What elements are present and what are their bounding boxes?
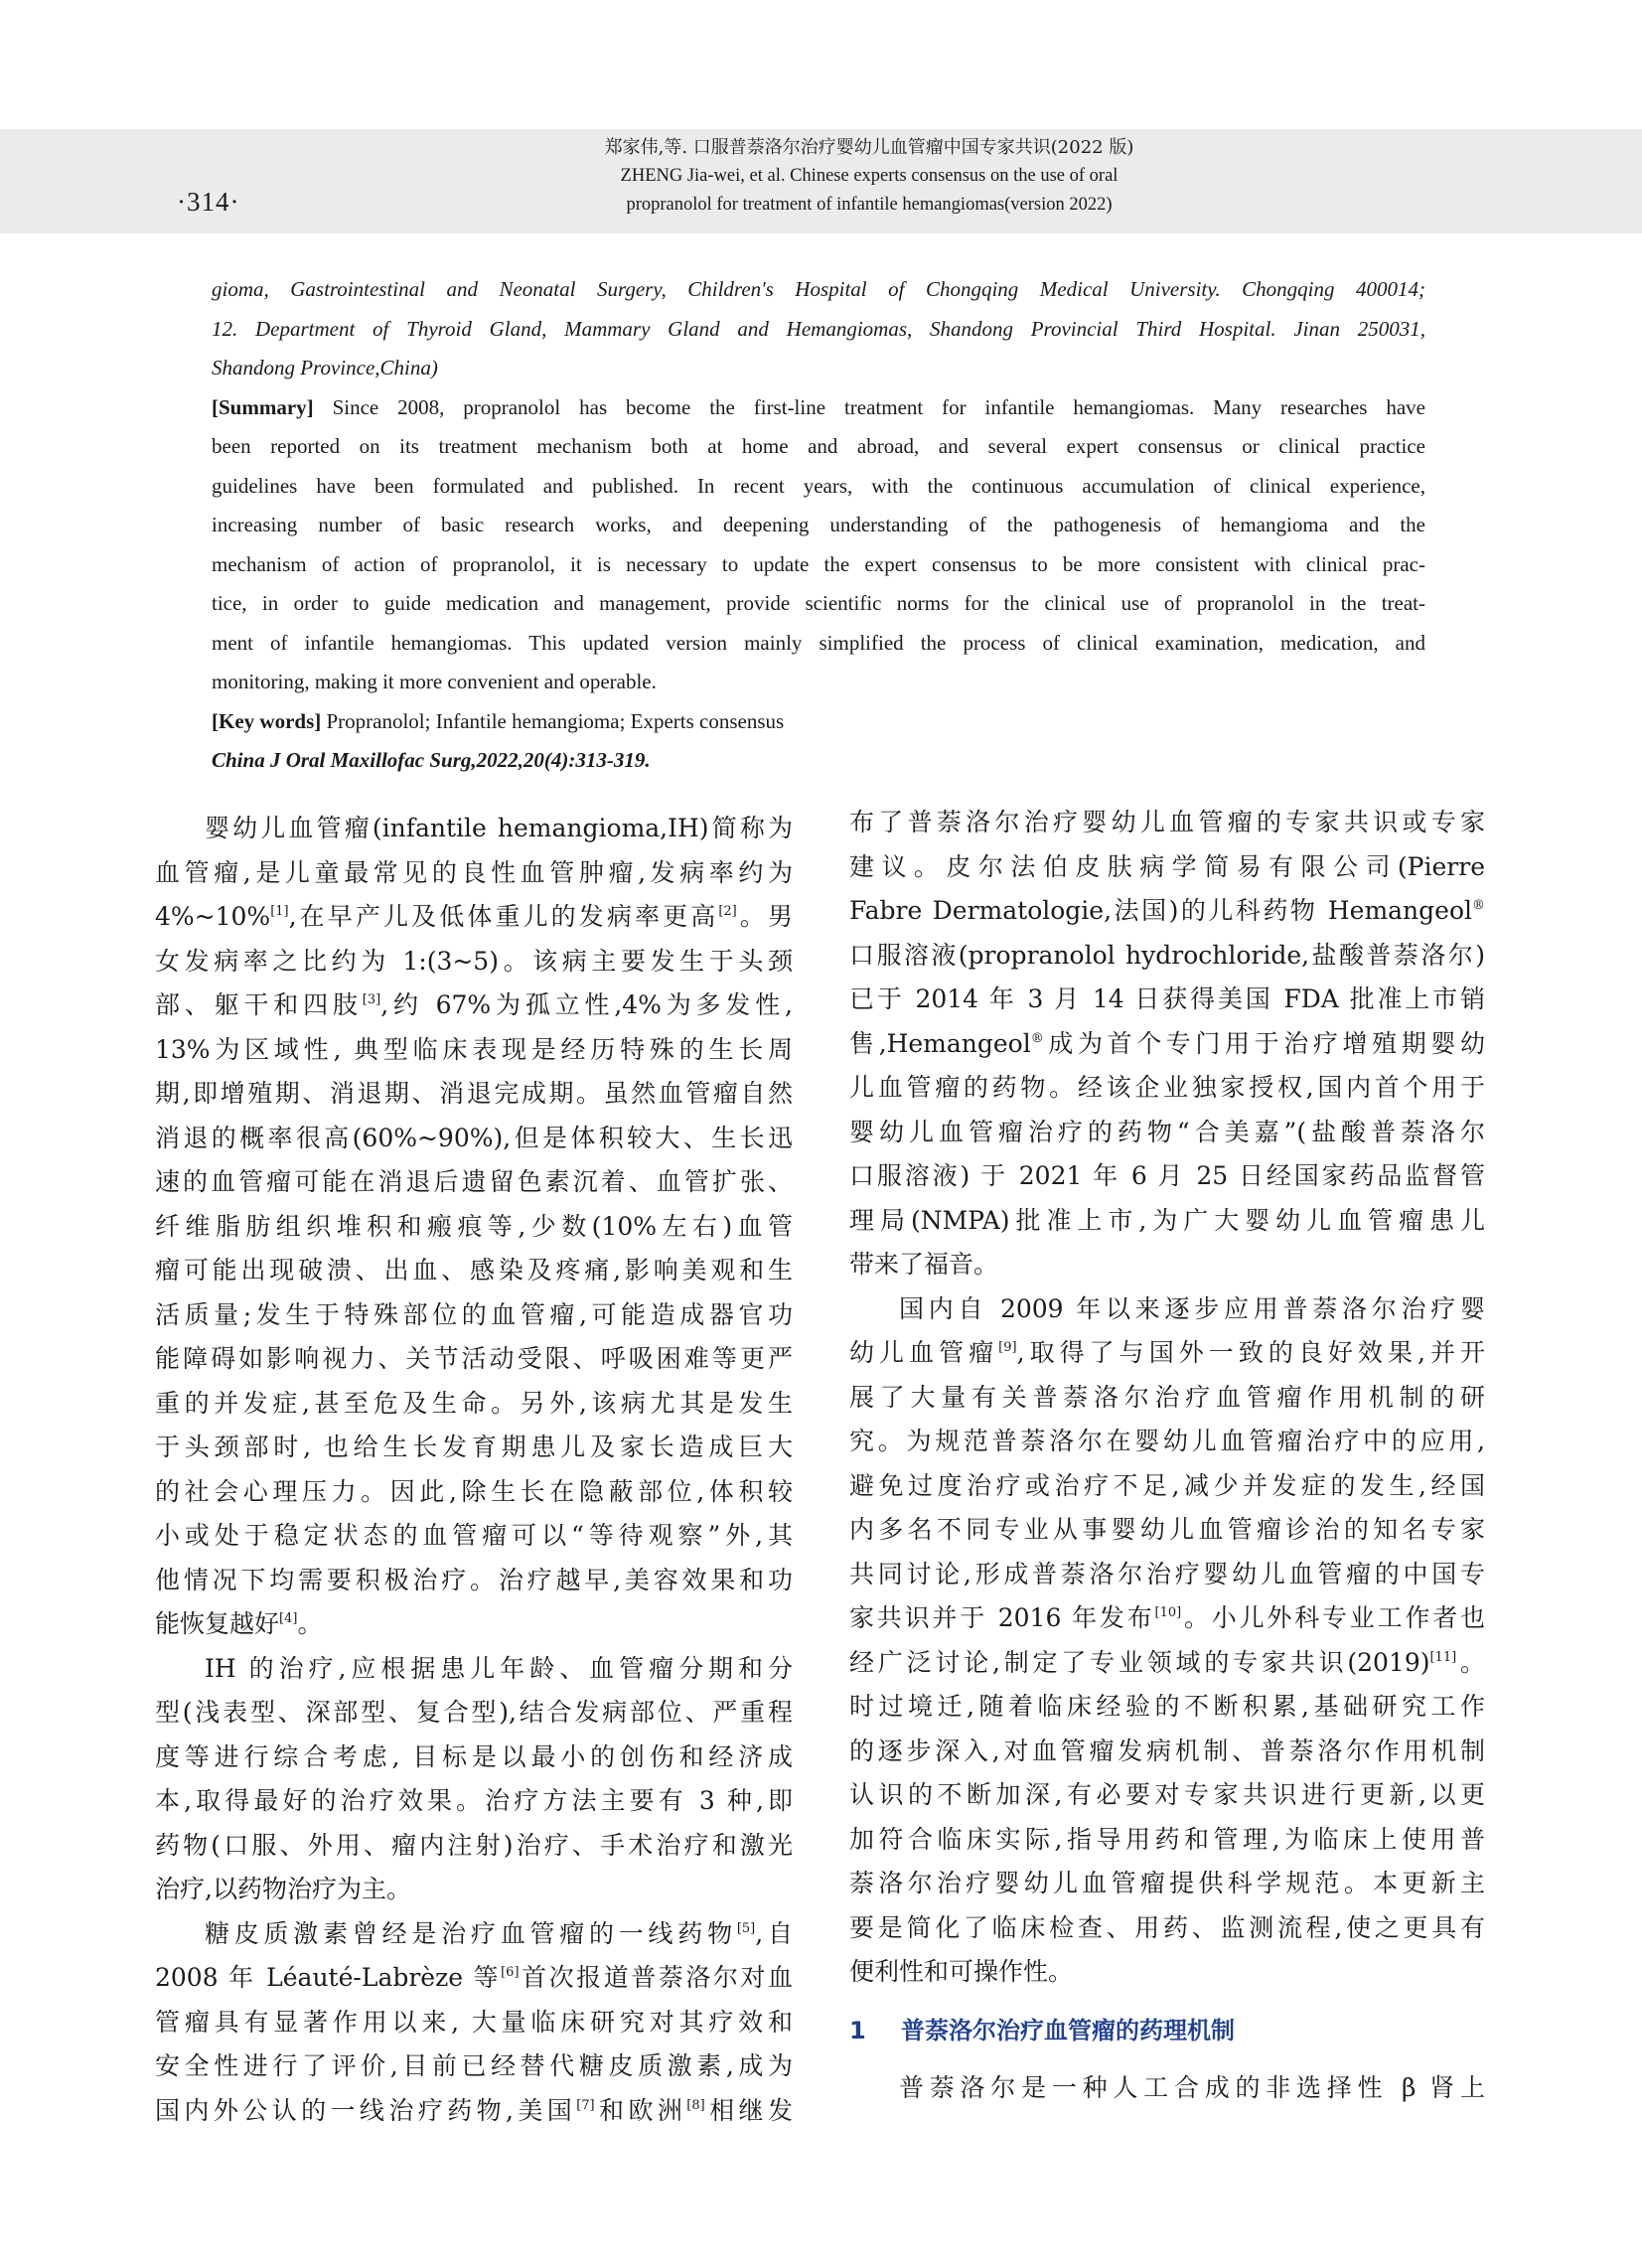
text-line [155, 1956, 793, 2001]
text-line: 布了普萘洛尔治疗婴幼儿血管瘤的专家共识或专家 [849, 808, 1485, 836]
reference-marker: [1] [270, 904, 289, 919]
running-head-english-line-1: ZHENG Jia-wei, et al. Chinese experts consensus on the use of oral [620, 166, 1119, 186]
reference-marker: [4] [279, 1611, 298, 1626]
text-line [849, 1596, 1485, 1641]
text-span: 国内外公认的一线治疗药物,美国 [155, 2095, 577, 2125]
text-line: 展了大量有关普萘洛尔治疗血管瘤作用机制的研 [849, 1382, 1485, 1412]
affiliation-line: 12. Department of Thyroid Gland, Mammary Gland and Hemangiomas, Shandong Provincial Third Hospital. Jinan 250031, [212, 316, 1425, 341]
text-line [155, 2089, 793, 2134]
reference-marker: [6] [501, 1965, 520, 1980]
keywords-label: [Key words] [212, 708, 322, 733]
affiliation-line: gioma, Gastrointestinal and Neonatal Surgery, Children's Hospital of Chongqing Medical University. Chongqing 400014; [212, 277, 1425, 301]
text-line: 已于 2014 年 3 月 14 日获得美国 FDA 批准上市销 [849, 984, 1485, 1013]
text-span: 成为首个专门用于治疗增殖期婴幼 [1043, 1028, 1485, 1058]
text-line: 能障碍如影响视力、关节活动受限、呼吸困难等更严 [155, 1344, 793, 1373]
summary-text: Since 2008, propranolol has become the first-line treatment for infantile hemangiomas. Many researches have [332, 394, 1426, 419]
keywords-line [212, 702, 1425, 742]
text-line: 普萘洛尔是一种人工合成的非选择性 β 肾上 [899, 2073, 1485, 2102]
text-span: 能恢复越好 [155, 1609, 280, 1638]
text-line: 口服溶液(propranolol hydrochloride,盐酸普萘洛尔) [849, 940, 1485, 970]
text-line: 安全性进行了评价,目前已经替代糖皮质激素,成为 [155, 2051, 793, 2080]
reference-marker: [3] [362, 992, 381, 1007]
text-span: Fabre Dermatologie,法国)的儿科药物 Hemangeol [849, 896, 1472, 925]
text-line: 血管瘤,是儿童最常见的良性血管肿瘤,发病率约为 [155, 857, 793, 887]
text-line: 要是简化了临床检查、用药、监测流程,使之更具有 [849, 1912, 1485, 1942]
text-span: 和欧洲 [594, 2095, 687, 2125]
text-line: 的社会心理压力。因此,除生长在隐蔽部位,体积较 [155, 1476, 793, 1506]
text-line: 便利性和可操作性。 [849, 1957, 1074, 1986]
text-line: 建议。皮尔法伯皮肤病学简易有限公司(Pierre [849, 851, 1485, 881]
text-span: 。男 [736, 902, 793, 931]
text-line: 认识的不断加深,有必要对专家共识进行更新,以更 [849, 1780, 1485, 1809]
summary-line: increasing number of basic research works, and deepening understanding of the pathogenesis of hemangioma and the [212, 513, 1425, 536]
summary-line: tice, in order to guide medication and management, provide scientific norms for the clinical use of propranolol in the treat- [212, 591, 1425, 615]
text-line: 的逐步深入,对血管瘤发病机制、普萘洛尔作用机制 [849, 1736, 1485, 1765]
text-line [849, 1641, 1485, 1686]
text-line: IH 的治疗,应根据患儿年龄、血管瘤分期和分 [205, 1653, 793, 1683]
text-span: 糖皮质激素曾经是治疗血管瘤的一线药物 [205, 1918, 737, 1948]
text-span: ,在早产儿及低体重儿的发病率更高 [288, 902, 719, 931]
text-line: 消退的概率很高(60%~90%),但是体积较大、生长迅 [155, 1123, 793, 1152]
text-line: 女发病率之比约为 1:(3~5)。该病主要发生于头颈 [155, 946, 793, 976]
text-line: 加符合临床实际,指导用药和管理,为临床上使用普 [849, 1824, 1485, 1854]
text-span: 家共识并于 2016 年发布 [849, 1603, 1155, 1632]
running-head-english-line-2: propranolol for treatment of infantile hemangiomas(version 2022) [626, 195, 1113, 215]
text-span: 4%~10% [155, 902, 271, 931]
text-line: 理局(NMPA)批准上市,为广大婴幼儿血管瘤患儿 [849, 1205, 1485, 1235]
summary-label: [Summary] [212, 394, 314, 419]
text-line [155, 895, 793, 940]
running-head-chinese: 郑家伟,等. 口服普萘洛尔治疗婴幼儿血管瘤中国专家共识(2022 版) [604, 137, 1134, 158]
text-line [155, 1602, 793, 1647]
text-line: 期,即增殖期、消退期、消退完成期。虽然血管瘤自然 [155, 1079, 793, 1108]
text-line: 重的并发症,甚至危及生命。另外,该病尤其是发生 [155, 1388, 793, 1418]
reference-marker: [11] [1429, 1649, 1457, 1665]
registered-mark: ® [1030, 1030, 1044, 1046]
reference-marker: [10] [1154, 1605, 1182, 1620]
text-line: 型(浅表型、深部型、复合型),结合发病部位、严重程 [155, 1698, 793, 1727]
text-line: 共同讨论,形成普萘洛尔治疗婴幼儿血管瘤的中国专 [849, 1559, 1485, 1588]
affiliation-line: Shandong Province,China) [212, 356, 438, 379]
text-line: 国内自 2009 年以来逐步应用普萘洛尔治疗婴 [899, 1293, 1485, 1323]
reference-marker: [2] [718, 904, 737, 919]
text-span: 。 [1456, 1647, 1485, 1677]
summary-line: ment of infantile hemangiomas. This updated version mainly simplified the process of clinical examination, medication, and [212, 630, 1425, 655]
text-span: 。小儿外科专业工作者也 [1181, 1603, 1485, 1632]
text-span: 首次报道普萘洛尔对血 [519, 1963, 793, 1992]
text-span: 相继发 [704, 2095, 793, 2125]
summary-line: guidelines have been formulated and published. In recent years, with the continuous accumulation of clinical experience, [212, 473, 1425, 498]
text-line: 口服溶液) 于 2021 年 6 月 25 日经国家药品监督管 [849, 1161, 1485, 1190]
text-span: 。 [297, 1609, 323, 1638]
section-title: 普萘洛尔治疗血管瘤的药理机制 [901, 2016, 1235, 2044]
summary-line: been reported on its treatment mechanism both at home and abroad, and several expert consensus or clinical practice [212, 434, 1425, 458]
text-line: 究。为规范普萘洛尔在婴幼儿血管瘤治疗中的应用, [849, 1427, 1485, 1455]
text-line [155, 983, 793, 1028]
text-span: ,取得了与国外一致的良好效果,并开 [1016, 1338, 1485, 1367]
text-line: 速的血管瘤可能在消退后遗留色素沉着、血管扩张、 [155, 1167, 793, 1196]
text-span: 经广泛讨论,制定了专业领域的专家共识(2019) [849, 1647, 1430, 1677]
text-line [849, 889, 1485, 934]
text-line: 活质量;发生于特殊部位的血管瘤,可能造成器官功 [155, 1299, 793, 1329]
text-span: 部、躯干和四肢 [155, 990, 363, 1019]
text-line: 度等进行综合考虑, 目标是以最小的创伤和经济成 [155, 1741, 793, 1771]
text-line: 避免过度治疗或治疗不足,减少并发症的发生,经国 [849, 1470, 1485, 1500]
text-line [155, 1912, 793, 1957]
text-line: 于头颈部时, 也给生长发育期患儿及家长造成巨大 [155, 1433, 793, 1461]
text-line: 13%为区域性, 典型临床表现是经历特殊的生长周 [155, 1034, 793, 1064]
text-span: ,约 67%为孤立性,4%为多发性, [380, 990, 793, 1019]
text-line: 萘洛尔治疗婴幼儿血管瘤提供科学规范。本更新主 [849, 1869, 1485, 1897]
text-line: 管瘤具有显著作用以来, 大量临床研究对其疗效和 [155, 2007, 793, 2037]
reference-marker: [7] [576, 2097, 595, 2113]
registered-mark: ® [1472, 898, 1485, 913]
reference-marker: [5] [736, 1920, 756, 1936]
body-column-left [155, 807, 793, 2133]
text-line: 本,取得最好的治疗效果。治疗方法主要有 3 种,即 [155, 1786, 793, 1815]
reference-marker: [8] [686, 2097, 705, 2113]
summary-line: mechanism of action of propranolol, it is necessary to update the expert consensus to be more consistent with clinical prac- [212, 551, 1425, 576]
text-line: 药物(口服、外用、瘤内注射)治疗、手术治疗和激光 [155, 1830, 793, 1860]
text-line: 婴幼儿血管瘤治疗的药物“合美嘉”(盐酸普萘洛尔 [849, 1117, 1485, 1146]
text-line: 内多名不同专业从事婴幼儿血管瘤诊治的知名专家 [849, 1515, 1485, 1544]
body-column-right [849, 801, 1485, 2111]
text-line: 纤维脂肪组织堆积和瘢痕等,少数(10%左右)血管 [155, 1211, 793, 1241]
summary-line: monitoring, making it more convenient and operable. [212, 670, 657, 693]
text-line [849, 1022, 1485, 1067]
running-head [427, 133, 1311, 220]
text-line: 儿血管瘤的药物。经该企业独家授权,国内首个用于 [849, 1073, 1485, 1102]
text-span: 售,Hemangeol [849, 1028, 1031, 1058]
page-number: ·314· [177, 187, 240, 217]
text-line [849, 1331, 1485, 1376]
text-line: 小或处于稳定状态的血管瘤可以“等待观察”外,其 [155, 1521, 793, 1550]
journal-citation: China J Oral Maxillofac Surg,2022,20(4):313-319. [212, 748, 651, 772]
summary-line [212, 388, 1425, 428]
section-number: 1 [849, 2016, 866, 2044]
text-line: 他情况下均需要积极治疗。治疗越早,美容效果和功 [155, 1565, 793, 1594]
english-abstract [212, 270, 1425, 781]
keywords-text: Propranolol; Infantile hemangioma; Experts consensus [326, 708, 785, 733]
text-span: ,自 [755, 1918, 793, 1948]
text-span: 幼儿血管瘤 [849, 1338, 999, 1367]
text-line: 治疗,以药物治疗为主。 [155, 1875, 411, 1903]
text-line: 带来了福音。 [849, 1250, 999, 1279]
text-span: 2008 年 Léauté-Labrèze 等 [155, 1963, 502, 1992]
text-line: 婴幼儿血管瘤(infantile hemangioma,IH)简称为 [205, 814, 793, 842]
text-line: 瘤可能出现破溃、出血、感染及疼痛,影响美观和生 [155, 1256, 793, 1285]
reference-marker: [9] [998, 1340, 1017, 1355]
section-heading [849, 2009, 1485, 2053]
text-line: 时过境迁,随着临床经验的不断积累,基础研究工作 [849, 1692, 1485, 1721]
